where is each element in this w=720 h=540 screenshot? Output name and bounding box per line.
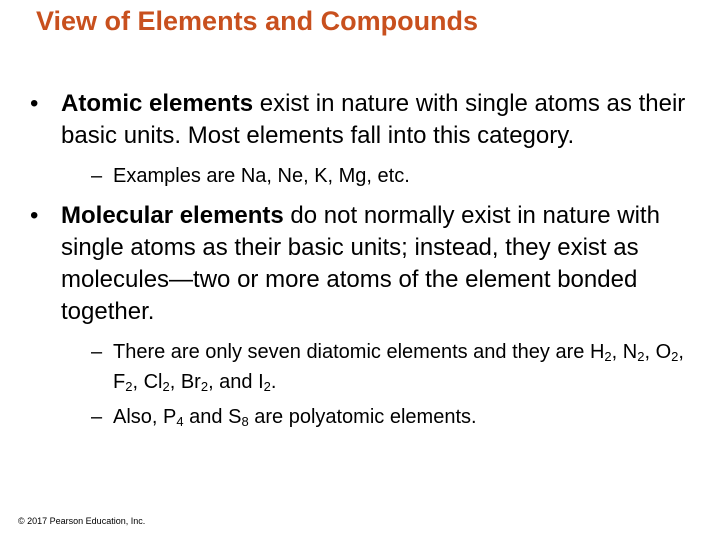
subbullet-mid: and <box>183 406 229 428</box>
chemical-formula <box>623 341 645 363</box>
subbullet-examples <box>30 161 706 191</box>
subbullet-prefix: Also, <box>113 406 164 428</box>
chemical-formula <box>144 371 170 393</box>
subbullet-text: There are only seven diatomic elements and they are <box>113 341 590 363</box>
subbullet-marker: – <box>91 165 103 187</box>
formula-separator: . <box>270 371 277 393</box>
formula-p4 <box>163 406 184 428</box>
chemical-formula <box>258 371 271 393</box>
bullet-term: Atomic elements <box>61 90 254 117</box>
bullet-text: do not normally exist in nature with single atoms as their basic units; instead, they exist as molecules—two or more atoms of the element bonded together. <box>61 202 660 325</box>
subbullet-suffix: are polyatomic elements. <box>248 406 477 428</box>
slide-content <box>30 88 706 432</box>
element-symbol: Br <box>180 371 201 393</box>
bullet-marker: • <box>30 90 39 117</box>
chemical-formula <box>113 371 132 393</box>
formula-subscript: 2 <box>200 379 209 394</box>
bullet-molecular-elements <box>30 200 706 328</box>
formula-subscript: 2 <box>637 349 645 364</box>
subbullet-marker: – <box>91 341 103 363</box>
subbullet-polyatomic <box>30 402 706 432</box>
formula-subscript: 2 <box>125 379 133 394</box>
formula-s8 <box>228 406 249 428</box>
formula-separator: , <box>678 341 684 363</box>
chemical-formula <box>590 341 612 363</box>
element-symbol: N <box>622 341 638 363</box>
formula-subscript: 8 <box>241 414 249 429</box>
formula-subscript: 4 <box>176 414 184 429</box>
formula-separator: , <box>132 371 144 393</box>
element-symbol: I <box>258 371 264 393</box>
formula-subscript: 2 <box>162 379 170 394</box>
subbullet-marker: – <box>91 406 103 428</box>
element-symbol: O <box>655 341 672 363</box>
copyright-footer: © 2017 Pearson Education, Inc. <box>18 516 146 526</box>
subbullet-text: Examples are Na, Ne, K, Mg, etc. <box>113 165 410 187</box>
formula-subscript: 2 <box>263 379 271 394</box>
formula-subscript: 2 <box>604 349 612 364</box>
element-symbol: H <box>589 341 605 363</box>
bullet-text: exist in nature with single atoms as their basic units. Most elements fall into this category. <box>61 90 686 149</box>
element-symbol: F <box>113 371 126 393</box>
bullet-atomic-elements <box>30 88 706 152</box>
bullet-marker: • <box>30 202 39 229</box>
element-symbol: P <box>163 406 177 428</box>
formula-separator: , and <box>208 371 259 393</box>
formula-subscript: 2 <box>671 349 679 364</box>
formula-separator: , <box>644 341 656 363</box>
element-symbol: Cl <box>143 371 163 393</box>
element-symbol: S <box>228 406 242 428</box>
subbullet-diatomic <box>30 337 706 397</box>
formula-separator: , <box>169 371 181 393</box>
formula-separator: , <box>611 341 623 363</box>
bullet-term: Molecular elements <box>61 202 284 229</box>
chemical-formula <box>181 371 208 393</box>
chemical-formula <box>656 341 679 363</box>
slide-title: View of Elements and Compounds <box>36 6 479 36</box>
